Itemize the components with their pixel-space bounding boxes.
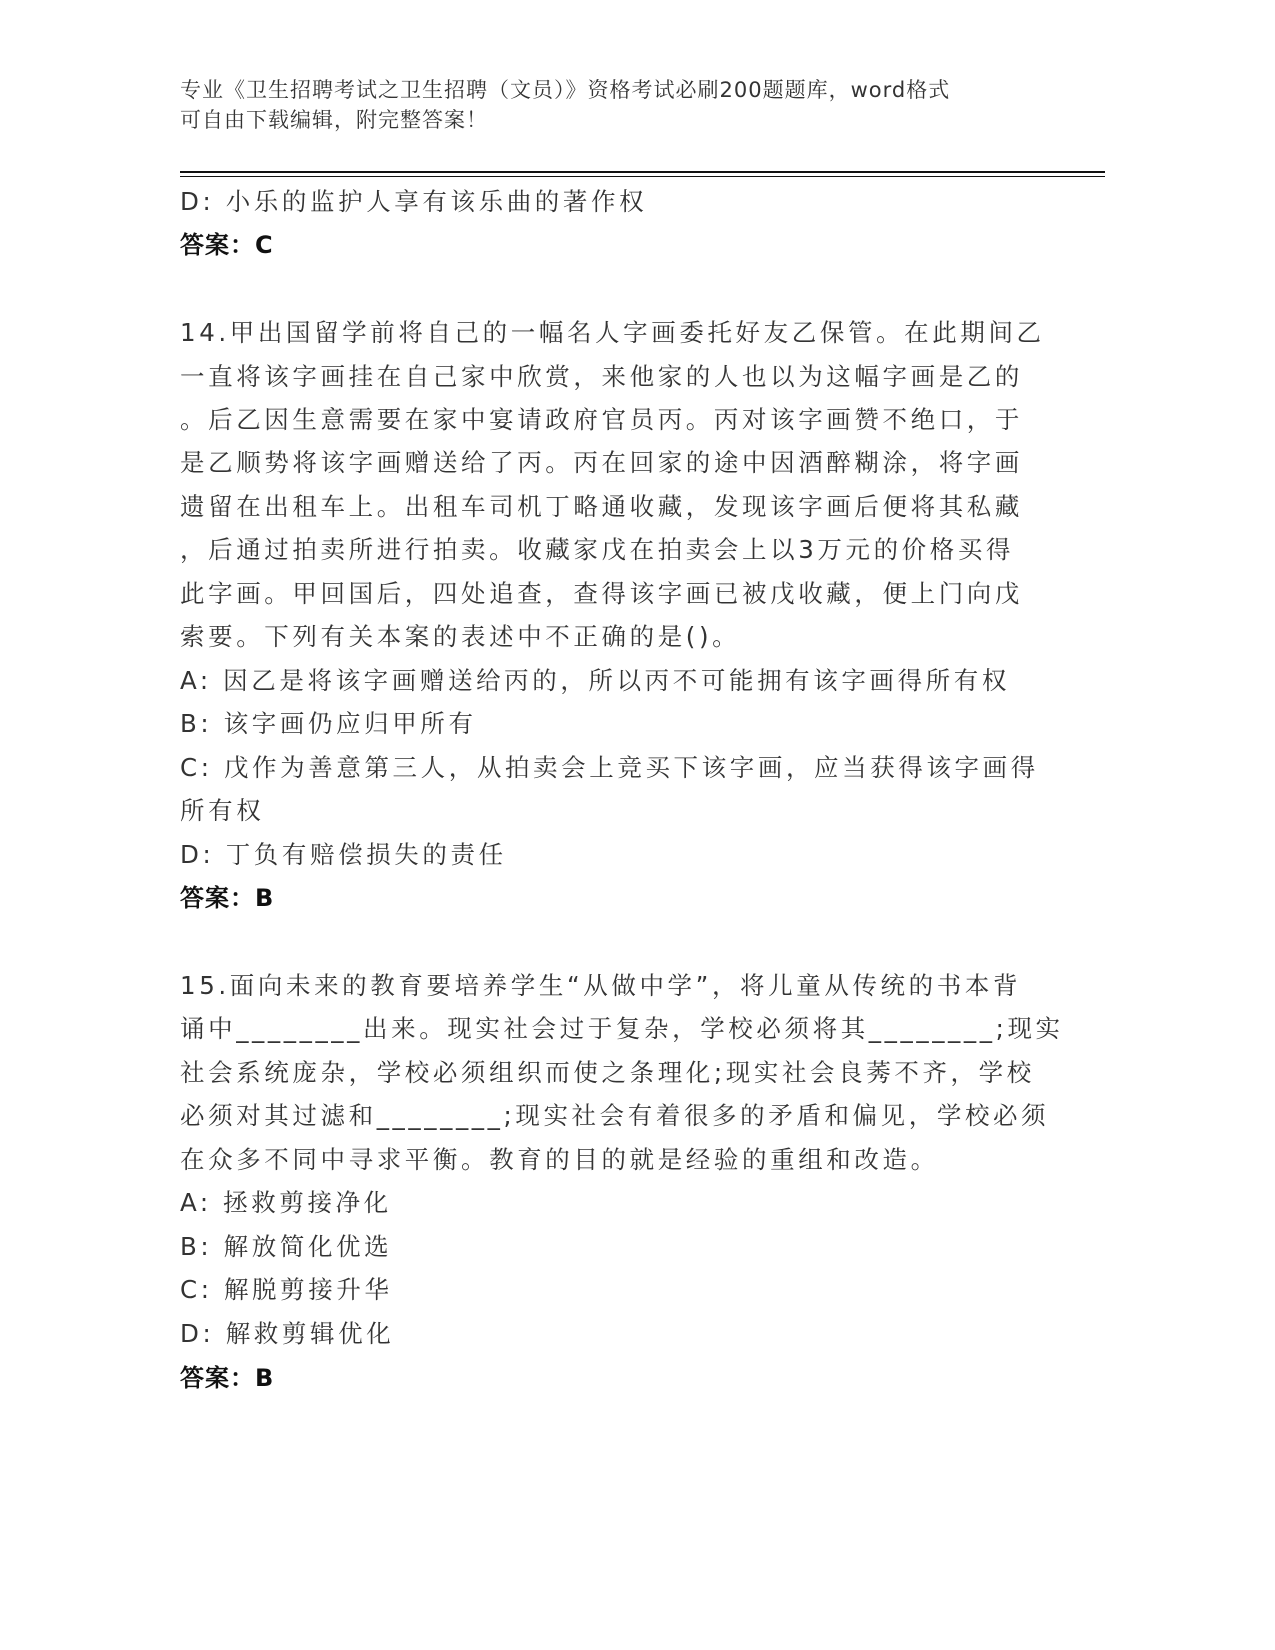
q15-stem-line: 15.面向未来的教育要培养学生“从做中学”，将儿童从传统的书本背 xyxy=(180,971,1022,1000)
q15-stem-line: 必须对其过滤和________;现实社会有着很多的矛盾和偏见，学校必须 xyxy=(180,1101,1050,1130)
q14-stem-line: 。后乙因生意需要在家中宴请政府官员丙。丙对该字画赞不绝口，于 xyxy=(180,405,1023,434)
q14-stem-line: ，后通过拍卖所进行拍卖。收藏家戊在拍卖会上以3万元的价格买得 xyxy=(180,535,1015,564)
header-divider-thin xyxy=(180,176,1105,177)
q15-option-a: A: 拯救剪接净化 xyxy=(180,1188,392,1217)
q14-option-c: C: 戊作为善意第三人，从拍卖会上竞买下该字画，应当获得该字画得 xyxy=(180,753,1039,782)
q15-answer: 答案：B xyxy=(180,1364,275,1392)
q15-option-b: B: 解放简化优选 xyxy=(180,1232,393,1261)
q14-stem-line: 索要。下列有关本案的表述中不正确的是()。 xyxy=(180,622,741,651)
header-divider-thick xyxy=(180,171,1105,173)
q14-option-b: B: 该字画仍应归甲所有 xyxy=(180,709,477,738)
q14-stem-line: 是乙顺势将该字画赠送给了丙。丙在回家的途中因酒醉糊涂，将字画 xyxy=(180,448,1023,477)
q15-stem-line: 社会系统庞杂，学校必须组织而使之条理化;现实社会良莠不齐，学校 xyxy=(180,1058,1035,1087)
q14-stem-line: 遗留在出租车上。出租车司机丁略通收藏，发现该字画后便将其私藏 xyxy=(180,492,1023,521)
q15-option-c: C: 解脱剪接升华 xyxy=(180,1275,393,1304)
q14-option-d: D: 丁负有赔偿损失的责任 xyxy=(180,840,507,869)
q13-answer: 答案：C xyxy=(180,231,274,259)
q14-option-c-cont: 所有权 xyxy=(180,796,265,825)
q14-option-a: A: 因乙是将该字画赠送给丙的，所以丙不可能拥有该字画得所有权 xyxy=(180,666,1010,695)
document-header-line-2: 可自由下载编辑，附完整答案！ xyxy=(180,108,488,132)
q14-stem-line: 14.甲出国留学前将自己的一幅名人字画委托好友乙保管。在此期间乙 xyxy=(180,318,1045,347)
q14-stem-line: 此字画。甲回国后，四处追查，查得该字画已被戊收藏，便上门向戊 xyxy=(180,579,1023,608)
q15-option-d: D: 解救剪辑优化 xyxy=(180,1319,395,1348)
q14-answer: 答案：B xyxy=(180,884,275,912)
q13-option-d: D: 小乐的监护人享有该乐曲的著作权 xyxy=(180,187,648,216)
q14-stem-line: 一直将该字画挂在自己家中欣赏，来他家的人也以为这幅字画是乙的 xyxy=(180,362,1023,391)
document-header-line-1: 专业《卫生招聘考试之卫生招聘（文员）》资格考试必刷200题题库，word格式 xyxy=(180,78,951,102)
q15-stem-line: 在众多不同中寻求平衡。教育的目的就是经验的重组和改造。 xyxy=(180,1145,939,1174)
q15-stem-line: 诵中________出来。现实社会过于复杂，学校必须将其________;现实 xyxy=(180,1014,1064,1043)
